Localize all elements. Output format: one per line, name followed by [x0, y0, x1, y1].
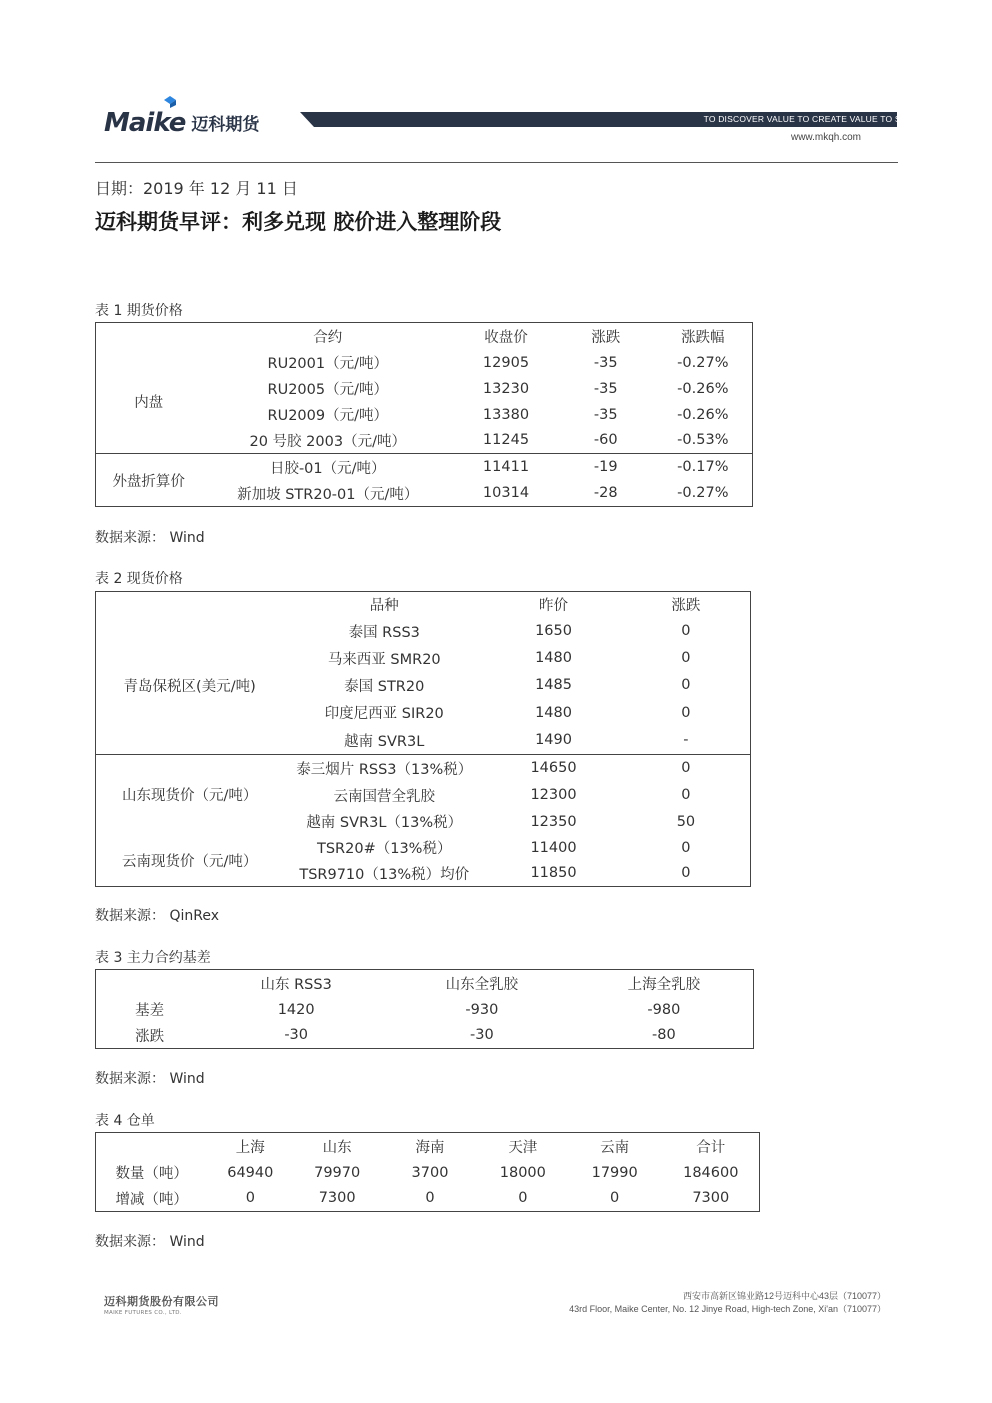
header-cell: 山东 — [322, 1139, 352, 1156]
futures-price-table — [95, 322, 753, 507]
table-header-row — [96, 323, 753, 350]
variety-cell: 印度尼西亚 SIR20 — [324, 706, 444, 722]
change-cell: 0 — [681, 623, 691, 639]
close-price-cell: 13230 — [482, 380, 530, 397]
basis-table — [95, 969, 754, 1049]
table-row — [96, 1023, 754, 1049]
close-price-cell: 11411 — [454, 454, 558, 481]
change-pct-cell: -0.17% — [654, 454, 753, 481]
close-price-cell: 12905 — [482, 354, 530, 371]
header-cell: 涨跌幅 — [681, 329, 725, 346]
warehouse-receipt-table — [95, 1132, 760, 1212]
change-cell: -60 — [593, 432, 618, 449]
change-pct-cell: -0.53% — [677, 432, 729, 449]
close-price-cell: 13380 — [482, 406, 530, 423]
table3-source: 数据来源： Wind — [95, 1071, 205, 1087]
variety-cell: 泰三烟片 RSS3（13%税） — [283, 755, 485, 782]
price-cell: 1490 — [535, 732, 572, 749]
header-cell: 收盘价 — [484, 329, 528, 346]
change-cell: 50 — [676, 813, 696, 830]
value-cell: 7300 — [318, 1190, 356, 1207]
header-cell: 涨跌 — [671, 598, 701, 615]
price-cell: 1650 — [535, 623, 572, 639]
table1-source: 数据来源： Wind — [95, 530, 205, 546]
table-row — [96, 454, 753, 481]
value-cell: 7300 — [692, 1190, 730, 1207]
group-label: 山东现货价（元/吨） — [96, 755, 284, 835]
price-cell: 12300 — [530, 787, 577, 803]
value-cell: -30 — [284, 1027, 308, 1044]
change-cell: -35 — [593, 380, 618, 397]
header-cell: 合约 — [313, 329, 343, 346]
change-cell: 0 — [681, 650, 691, 666]
change-cell: 0 — [681, 677, 691, 693]
table2-source: 数据来源： QinRex — [95, 908, 219, 924]
company-logo — [104, 98, 259, 138]
header-cell: 山东全乳胶 — [445, 976, 519, 993]
close-price-cell: 10314 — [482, 485, 530, 502]
change-cell: 0 — [681, 704, 691, 721]
contract-cell: 新加坡 STR20-01（元/吨） — [237, 486, 419, 503]
value-cell: 0 — [518, 1190, 528, 1207]
change-cell: -35 — [593, 406, 618, 423]
contract-cell: RU2005（元/吨） — [267, 382, 388, 398]
row-label: 涨跌 — [135, 1028, 165, 1045]
group-label: 内盘 — [134, 394, 164, 411]
table-header-row — [96, 1133, 760, 1160]
value-cell: -980 — [647, 1001, 681, 1018]
change-pct-cell: -0.27% — [677, 354, 729, 371]
footer-address — [569, 1290, 886, 1316]
group-label: 云南现货价（元/吨） — [121, 853, 258, 870]
table4-caption: 表 4 仓单 — [95, 1113, 155, 1129]
change-cell: -28 — [593, 485, 618, 502]
logo-cube-icon — [162, 96, 178, 108]
value-cell: 184600 — [683, 1164, 739, 1181]
footer-company — [104, 1293, 219, 1316]
table-row — [96, 997, 754, 1023]
row-label: 基差 — [135, 1003, 165, 1019]
value-cell: 18000 — [499, 1164, 546, 1181]
table-row — [96, 618, 751, 645]
group-label: 外盘折算价 — [96, 454, 202, 507]
table4-source: 数据来源： Wind — [95, 1234, 205, 1250]
row-label: 数量（吨） — [115, 1166, 188, 1182]
table-row — [96, 1186, 760, 1212]
website-url[interactable]: www.mkqh.com — [790, 132, 861, 143]
price-cell: 1480 — [535, 704, 572, 721]
header-cell: 云南 — [600, 1139, 630, 1156]
change-cell: - — [683, 732, 689, 749]
value-cell: 3700 — [411, 1164, 449, 1181]
footer-company-en: MAIKE FUTURES CO., LTD. — [104, 1310, 182, 1316]
table-row — [96, 1160, 760, 1186]
change-cell: -35 — [593, 354, 618, 371]
report-date: 日期：2019 年 12 月 11 日 — [95, 179, 298, 198]
group-label: 青岛保税区(美元/吨) — [123, 679, 256, 696]
value-cell: 0 — [425, 1190, 435, 1207]
change-cell: 0 — [681, 787, 691, 803]
contract-cell: 日胶-01（元/吨） — [201, 454, 454, 481]
table3-caption: 表 3 主力合约基差 — [95, 950, 211, 966]
change-cell: -19 — [558, 454, 654, 481]
row-label: 增减（吨） — [115, 1191, 188, 1208]
slogan-text: TO DISCOVER VALUE TO CREATE VALUE TO SHARE VALUE — [703, 114, 956, 124]
table-row — [96, 835, 751, 861]
table-row — [96, 350, 753, 376]
change-pct-cell: -0.26% — [677, 380, 729, 397]
header-cell: 山东 RSS3 — [260, 976, 332, 993]
spot-price-table — [95, 591, 751, 887]
report-title: 迈科期货早评：利多兑现 胶价进入整理阶段 — [95, 210, 502, 234]
variety-cell: 泰国 RSS3 — [348, 624, 420, 641]
table2-caption: 表 2 现货价格 — [95, 571, 183, 587]
logo-wordmark: Maike — [104, 108, 186, 138]
value-cell: 64940 — [227, 1164, 274, 1181]
table-header-row — [96, 970, 754, 997]
variety-cell: TSR9710（13%税）均价 — [299, 866, 470, 883]
value-cell: -80 — [652, 1027, 676, 1044]
change-cell: 0 — [622, 755, 751, 782]
value-cell: -930 — [465, 1001, 499, 1018]
variety-cell: 马来西亚 SMR20 — [327, 651, 441, 668]
price-cell: 11850 — [530, 865, 577, 882]
change-cell: 0 — [681, 839, 691, 856]
change-cell: 0 — [681, 865, 691, 882]
table1-caption: 表 1 期货价格 — [95, 303, 183, 319]
footer-address-cn: 西安市高新区锦业路12号迈科中心43层（710077） — [682, 1291, 886, 1301]
footer-company-cn: 迈科期货股份有限公司 — [104, 1295, 219, 1308]
value-cell: 0 — [245, 1190, 255, 1207]
header-cell: 昨价 — [539, 598, 569, 615]
close-price-cell: 11245 — [482, 432, 530, 449]
value-cell: 0 — [610, 1190, 620, 1207]
variety-cell: 越南 SVR3L — [344, 733, 425, 750]
header-cell: 品种 — [369, 598, 399, 615]
header-divider — [95, 162, 898, 163]
header-cell: 海南 — [415, 1139, 445, 1156]
header-cell: 合计 — [696, 1139, 726, 1156]
change-pct-cell: -0.27% — [677, 485, 729, 502]
header-cell: 涨跌 — [591, 329, 621, 346]
price-cell: 12350 — [530, 813, 577, 830]
value-cell: 1420 — [277, 1001, 315, 1018]
footer-address-en: 43rd Floor, Maike Center, No. 12 Jinye Road, High-tech Zone, Xi'an（710077） — [569, 1304, 886, 1314]
value-cell: 17990 — [591, 1164, 638, 1181]
change-pct-cell: -0.26% — [677, 406, 729, 423]
contract-cell: 20 号胶 2003（元/吨） — [249, 433, 406, 450]
variety-cell: 越南 SVR3L（13%税） — [306, 815, 463, 831]
price-cell: 1480 — [535, 650, 572, 666]
header-cell: 天津 — [508, 1139, 538, 1156]
contract-cell: RU2001（元/吨） — [267, 356, 388, 372]
logo-chinese-name: 迈科期货 — [191, 115, 260, 135]
contract-cell: RU2009（元/吨） — [267, 408, 388, 424]
price-cell: 14650 — [485, 755, 622, 782]
value-cell: 79970 — [314, 1164, 361, 1181]
variety-cell: 泰国 STR20 — [344, 678, 425, 695]
variety-cell: TSR20#（13%税） — [317, 841, 452, 857]
price-cell: 1485 — [535, 677, 572, 693]
value-cell: -30 — [470, 1027, 494, 1044]
table-header-row — [96, 592, 751, 618]
price-cell: 11400 — [530, 839, 577, 856]
table-row — [96, 755, 751, 782]
header-cell: 上海 — [235, 1139, 265, 1156]
header-cell: 上海全乳胶 — [627, 976, 701, 993]
variety-cell: 云南国营全乳胶 — [333, 788, 435, 805]
